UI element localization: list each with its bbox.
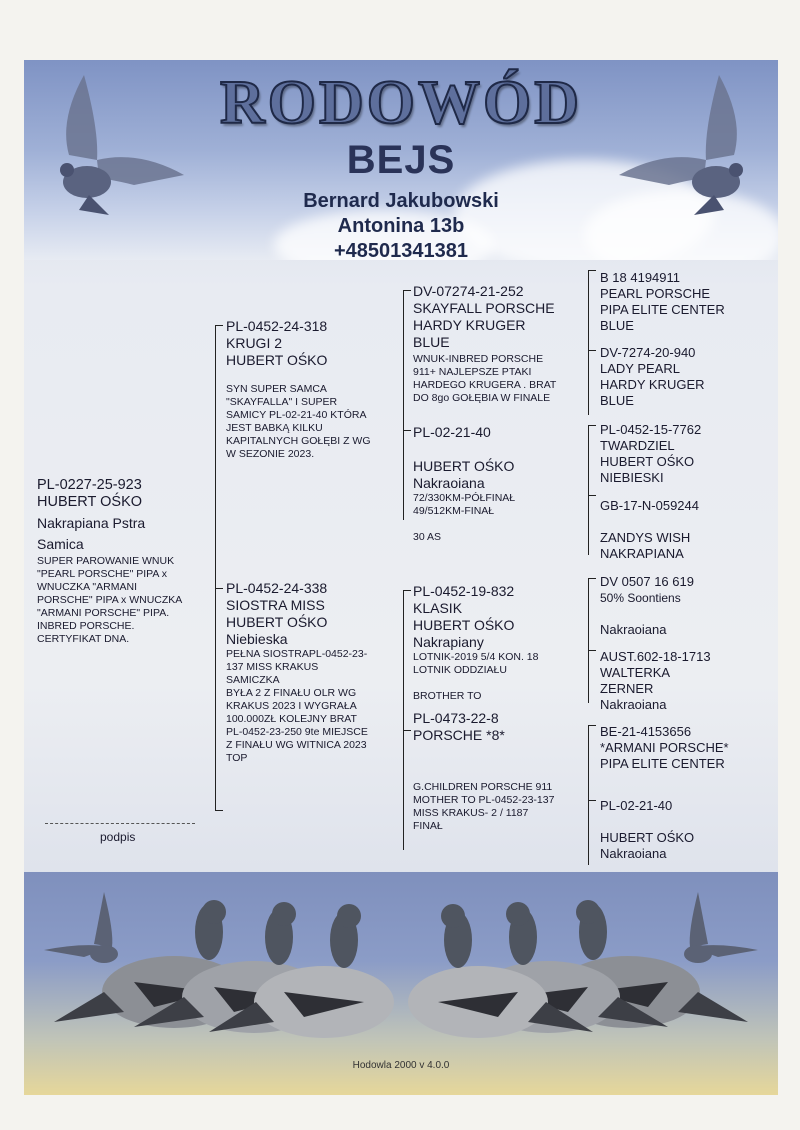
owner-phone: +48501341381 [333, 240, 469, 260]
sire-sire-name2: HARDY KRUGER [413, 317, 526, 333]
ggp-block-3: PL-0452-15-7762 TWARDZIEL HUBERT OŚKO NIEBIESKI [600, 422, 702, 485]
dam-notes: PEŁNA SIOSTRAPL-0452-23- 137 MISS KRAKUS SAMICZKA BYŁA 2 Z FINAŁU OLR WG KRAKUS 2023 I WYGRAŁA 100.000ZŁ KOLEJNY BRAT PL-0452-23-250 9te MIEJSCE Z FINAŁU WG WITNICA 2023 TOP [226, 648, 368, 764]
dam-sire-ring: PL-0452-19-832 [413, 583, 515, 599]
sire-sire-notes: WNUK-INBRED PORSCHE 911+ NAJLEPSZE PTAKI HARDEGO KRUGERA . BRAT DO 8go GOŁĘBIA W FINALE [413, 353, 557, 404]
flying-pigeon-left-icon [39, 70, 189, 220]
sire-sire-name: SKAYFALL PORSCHE [413, 300, 555, 316]
sire-dam-breeder: HUBERT OŚKO [413, 458, 515, 474]
ggp-block-4: GB-17-N-059244 ZANDYS WISH NAKRAPIANA [600, 498, 699, 561]
ggp-block-7: BE-21-4153656 *ARMANI PORSCHE* PIPA ELITE CENTER [600, 724, 729, 771]
software-version: Hodowla 2000 v 4.0.0 [352, 1060, 450, 1071]
bracket-line [588, 270, 596, 271]
sire-block [226, 318, 371, 461]
bracket-line [403, 430, 411, 431]
subject-block [37, 477, 182, 646]
sire-sire-ring: DV-07274-21-252 [413, 283, 524, 299]
bracket-line [215, 810, 223, 811]
bracket-line [588, 650, 596, 651]
sire-ring: PL-0452-24-318 [226, 318, 328, 334]
bracket-line [588, 800, 596, 801]
dam-sire-ref-ring: PL-0473-22-8 [413, 710, 499, 726]
sire-dam-notes: 72/330KM-PÓŁFINAŁ 49/512KM-FINAŁ 30 AS [413, 492, 516, 543]
ggp-block-6: AUST.602-18-1713 WALTERKA ZERNER Nakraoiana [600, 649, 711, 712]
owner-address: Antonina 13b [337, 215, 465, 237]
dam-breeder: HUBERT OŚKO [226, 614, 328, 630]
flying-pigeon-right-icon [614, 70, 764, 220]
subject-sex: Samica [37, 536, 84, 552]
bracket-line [588, 270, 589, 415]
bracket-line [403, 590, 411, 591]
owner-name: Bernard Jakubowski [303, 190, 499, 212]
subject-notes: SUPER PAROWANIE WNUK "PEARL PORSCHE" PIPA x WNUCZKA "ARMANI PORSCHE" PIPA x WNUCZKA "ARMANI PORSCHE" PIPA. INBRED PORSCHE. CERTYFIKAT DNA. [37, 555, 183, 645]
sire-name: KRUGI 2 [226, 335, 283, 351]
ggp-block-1: B 18 4194911 PEARL PORSCHE PIPA ELITE CENTER BLUE [600, 270, 725, 333]
bracket-line [588, 725, 596, 726]
signature-line [45, 823, 195, 824]
dam-sire-name: KLASIK [413, 600, 463, 616]
header-banner [24, 60, 778, 260]
dam-ring: PL-0452-24-338 [226, 580, 328, 596]
sire-dam-ring: PL-02-21-40 [413, 424, 491, 440]
page-title: RODOWÓD [220, 69, 582, 137]
dam-sire-ref-name: PORSCHE *8* [413, 727, 505, 743]
bracket-line [403, 590, 404, 850]
dam-sire-block [413, 583, 554, 833]
dam-sire-notes-2: G.CHILDREN PORSCHE 911 MOTHER TO PL-0452-23-137 MISS KRAKUS- 2 / 1187 FINAŁ [413, 781, 555, 832]
bracket-line [403, 730, 411, 731]
sire-dam-block [413, 424, 515, 544]
ggp-block-8: PL-02-21-40 HUBERT OŚKO Nakraoiana [600, 798, 695, 861]
subject-breeder: HUBERT OŚKO [37, 494, 143, 510]
sire-dam-color: Nakraoiana [413, 475, 485, 491]
bracket-line [588, 495, 596, 496]
subject-color: Nakrapiana Pstra [37, 515, 146, 531]
bracket-line [403, 290, 411, 291]
dam-sire-color: Nakrapiany [413, 634, 484, 650]
bracket-line [403, 290, 404, 520]
sire-sire-color: BLUE [413, 334, 450, 350]
bracket-line [588, 425, 589, 555]
dam-block [226, 580, 368, 765]
ggp-block-2: DV-7274-20-940 LADY PEARL HARDY KRUGER BLUE [600, 345, 705, 408]
bracket-line [215, 325, 223, 326]
sire-breeder: HUBERT OŚKO [226, 352, 328, 368]
signature-label: podpis [100, 830, 136, 844]
ggp-block-5: DV 0507 16 619 50% Soontiens Nakraoiana [600, 574, 694, 637]
bracket-line [588, 578, 589, 703]
loft-name: BEJS [346, 138, 456, 182]
sire-sire-block [413, 283, 556, 405]
bracket-line [588, 725, 589, 865]
bracket-line [215, 588, 223, 589]
bracket-line [588, 350, 596, 351]
bracket-line [215, 325, 216, 810]
subject-ring: PL-0227-25-923 [37, 477, 142, 493]
sire-notes: SYN SUPER SAMCA "SKAYFALLA" I SUPER SAMICY PL-02-21-40 KTÓRA JEST BABKĄ KILKU KAPITALNYCH GOŁĘBI Z WG W SEZONIE 2023. [226, 383, 371, 460]
dam-sire-notes: LOTNIK-2019 5/4 KON. 18 LOTNIK ODDZIAŁU BROTHER TO [413, 651, 539, 702]
bracket-line [588, 578, 596, 579]
bracket-line [588, 425, 596, 426]
dam-sire-breeder: HUBERT OŚKO [413, 617, 515, 633]
dam-name: SIOSTRA MISS [226, 597, 325, 613]
dam-color: Niebieska [226, 631, 288, 647]
